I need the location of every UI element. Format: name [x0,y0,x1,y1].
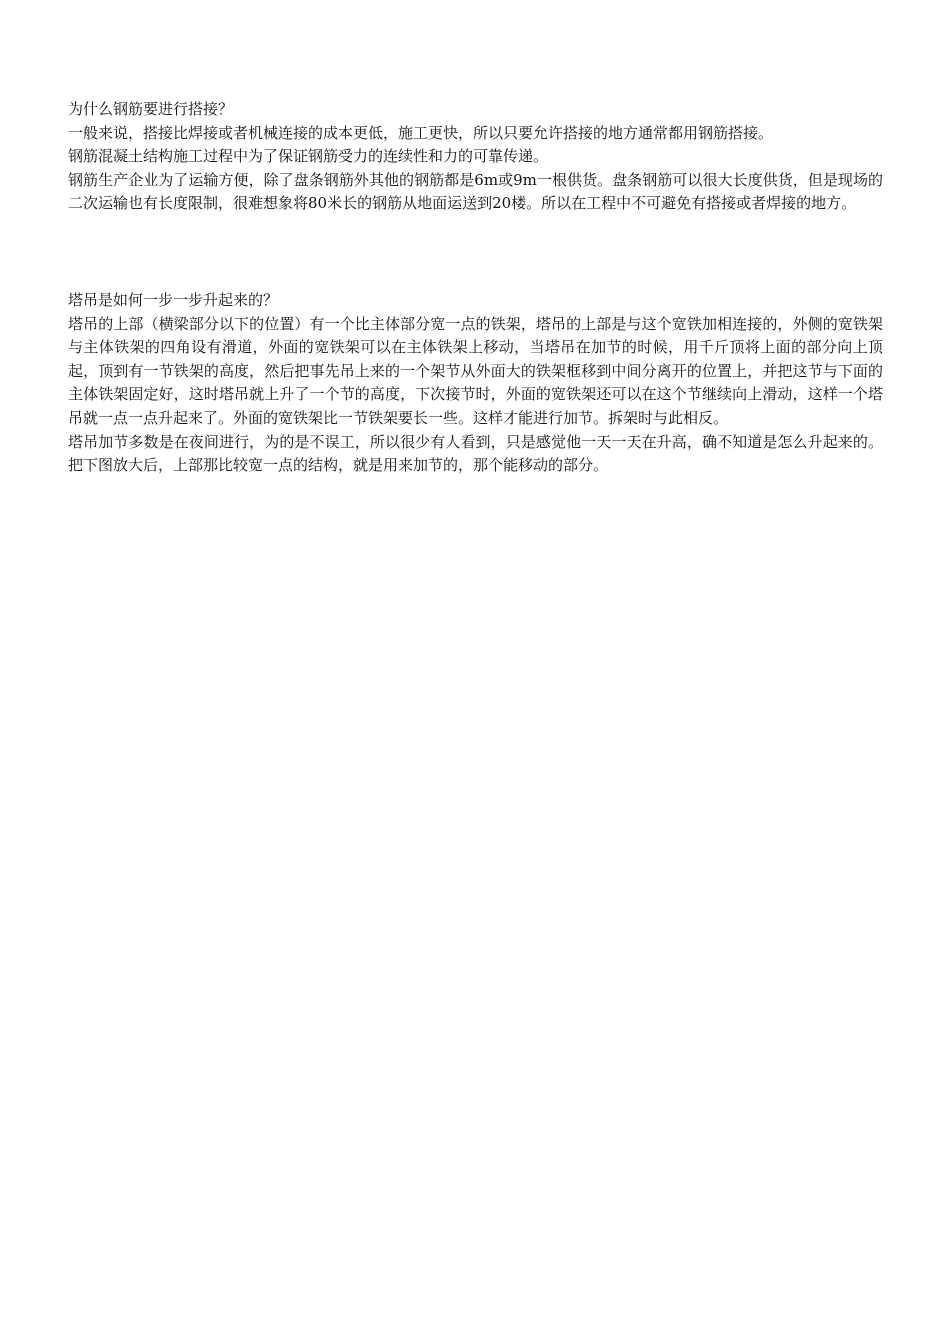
tower-crane-paragraph-2: 塔吊加节多数是在夜间进行，为的是不误工，所以很少有人看到，只是感觉他一天一天在升高，确不知道是怎么升起来的。把下图放大后，上部那比较宽一点的结构，就是用来加节的，那个能移动的部分。 [68,432,883,475]
rebar-lap-heading: 为什么钢筋要进行搭接？ [68,100,234,118]
tower-crane-paragraph-1: 塔吊的上部（横梁部分以下的位置）有一个比主体部分宽一点的铁架，塔吊的上部是与这个宽铁加相连接的，外侧的宽铁架与主体铁架的四角设有滑道，外面的宽铁架可以在主体铁架上移动，当塔吊在加节的时候，用千斤顶将上面的部分向上顶起，顶到有一节铁架的高度，然后把事先吊上来的一个架节从外面大的铁架框移到中间分离开的位置上，并把这节与下面的主体铁架固定好，这时塔吊就上升了一个节的高度，下次接节时，外面的宽铁架还可以在这个节继续向上滑动，这样一个塔吊就一点一点升起来了。外面的宽铁架比一节铁架要长一些。这样才能进行加节。拆架时与此相反。 [68,314,883,427]
section-spacer [68,216,883,289]
rebar-lap-paragraph-3: 钢筋生产企业为了运输方便，除了盘条钢筋外其他的钢筋都是6m或9m一根供货。盘条钢筋可以很大长度供货，但是现场的二次运输也有长度限制，很难想象将80米长的钢筋从地面运送到20楼。所以在工程中不可避免有搭接或者焊接的地方。 [68,170,883,213]
document-page [68,98,883,478]
tower-crane-section [68,289,883,478]
rebar-lap-paragraph-1: 一般来说，搭接比焊接或者机械连接的成本更低，施工更快，所以只要允许搭接的地方通常都用钢筋搭接。 [68,123,774,142]
tower-crane-heading: 塔吊是如何一步一步升起来的？ [68,290,279,309]
rebar-lap-section [68,98,883,216]
rebar-lap-paragraph-2: 钢筋混凝土结构施工过程中为了保证钢筋受力的连续性和力的可靠传递。 [68,147,549,166]
